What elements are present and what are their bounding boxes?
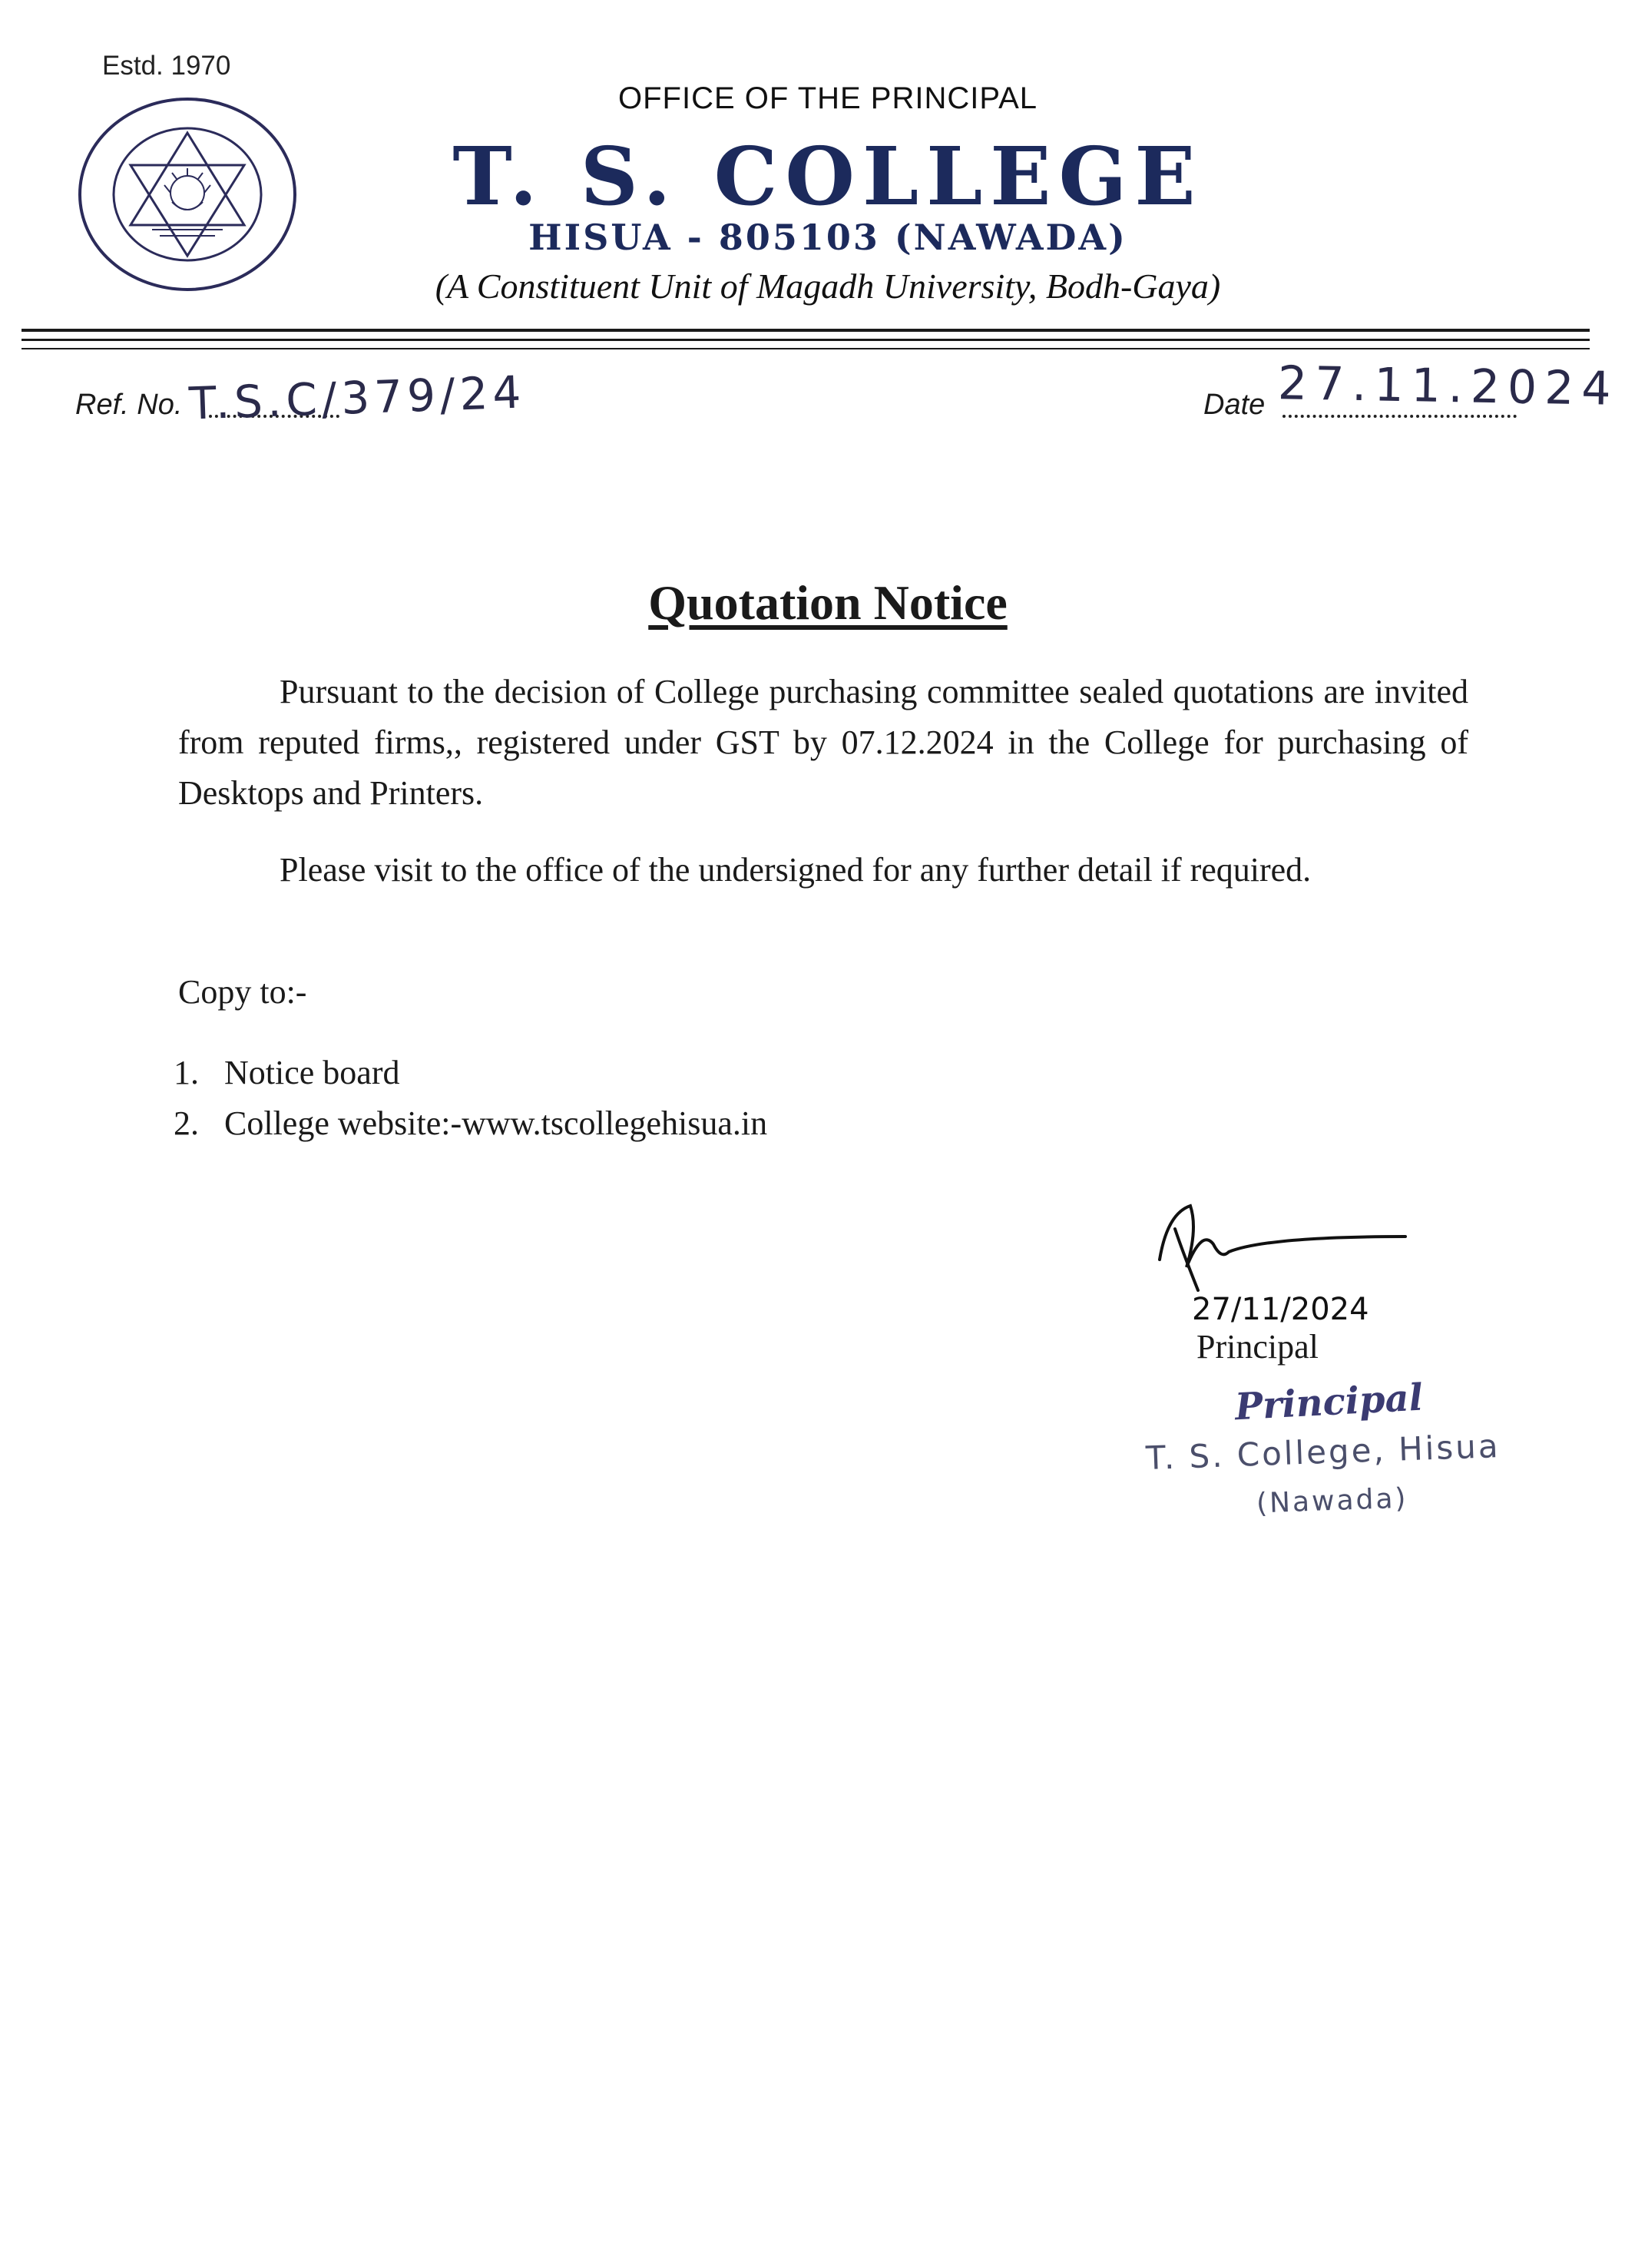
list-item	[174, 1048, 767, 1098]
college-name: T. S. COLLEGE	[452, 129, 1203, 223]
office-heading: OFFICE OF THE PRINCIPAL	[617, 81, 1038, 115]
list-text: Notice board	[224, 1054, 400, 1091]
principal-signature	[1144, 1198, 1421, 1344]
stamp-college: T. S. College, Hisua	[1145, 1426, 1501, 1478]
stamp-place: (Nawada)	[1256, 1482, 1409, 1520]
notice-title: Quotation Notice	[648, 575, 1008, 630]
ref-label: Ref. No.	[75, 389, 183, 421]
header-divider	[22, 348, 1590, 349]
svg-text:27/11/2024: 27/11/2024	[1192, 1292, 1369, 1327]
list-number: 1.	[174, 1054, 199, 1091]
notice-paragraph: Please visit to the office of the undersigned for any further detail if required.	[280, 851, 1312, 889]
copy-to-list	[174, 1048, 767, 1149]
signatory-designation: Principal	[1196, 1328, 1319, 1366]
copy-to-label: Copy to:-	[178, 973, 307, 1011]
date-label: Date	[1203, 389, 1266, 421]
college-affiliation: (A Constituent Unit of Magadh University, Bodh-Gaya)	[435, 267, 1221, 306]
date-value: 27.11.2024	[1277, 356, 1620, 416]
college-address: HISUA - 805103 (NAWADA)	[528, 217, 1127, 258]
established-year: Estd. 1970	[102, 51, 231, 81]
stamp-title: Principal	[1233, 1376, 1425, 1429]
header-divider	[22, 329, 1590, 332]
notice-paragraph: Pursuant to the decision of College purchasing committee sealed quotations are invited from reputed firms,, registered under GST by 07.12.2024 in the College for purchasing of Desktops and Printers.	[178, 673, 1468, 812]
list-text: College website:-www.tscollegehisua.in	[224, 1104, 768, 1142]
list-number: 2.	[174, 1104, 199, 1142]
list-item	[174, 1098, 767, 1149]
ref-number: T.S.C/379/24	[187, 366, 527, 430]
header-divider	[22, 339, 1590, 341]
